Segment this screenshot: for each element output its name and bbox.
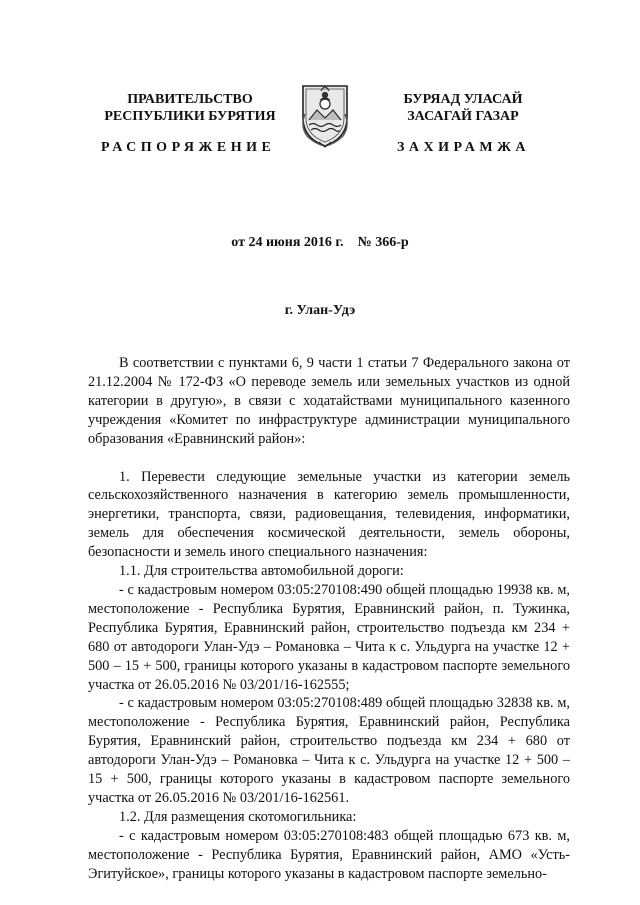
government-name-ru-line2: РЕСПУБЛИКИ БУРЯТИЯ xyxy=(104,109,276,124)
coat-of-arms-buryatia-icon xyxy=(297,80,353,148)
document-type-ru: РАСПОРЯЖЕНИЕ xyxy=(101,140,276,155)
document-body xyxy=(88,354,570,883)
government-name-ru-line1: ПРАВИТЕЛЬСТВО xyxy=(127,92,253,107)
government-name-ru xyxy=(95,91,285,125)
clause-1-1-heading: 1.1. Для строительства автомобильной дороги: xyxy=(119,563,404,580)
document-city: г. Улан-Удэ xyxy=(284,303,356,318)
government-name-bua-line1: БУРЯАД УЛАСАЙ xyxy=(403,92,523,107)
clause-1-2-item-1: - с кадастровым номером 03:05:270108:483 общей площадью 673 кв. м, местоположение - Республика Бурятия, Еравнинский район, АМО «Усть-Эгитуйское», границы которого указаны в кадастровом паспорте земельно- xyxy=(88,827,570,882)
clause-1-2-heading: 1.2. Для размещения скотомогильника: xyxy=(119,808,357,825)
clause-1-1-item-2: - с кадастровым номером 03:05:270108:489 общей площадью 32838 кв. м, местоположение - Республика Бурятия, Еравнинский район, Республика Бурятия, Еравнинский район, строительство подъезда км 234 + 680 от автодороги Улан-Удэ – Романовка – Чита к с. Ульдурга на участке 12 + 500 – 15 + 500, границы которого указаны в кадастровом паспорте земельного участка от 26.05.2016 № 03/201/16-162561. xyxy=(88,695,570,806)
clause-1-paragraph: 1. Перевести следующие земельные участки из категории земель сельскохозяйственного назначения в категорию земель промышленности, энергетики, транспорта, связи, радиовещания, телевидения, информатики, земель для обеспечения космической деятельности, земель обороны, безопасности и земель иного специального назначения: xyxy=(88,468,570,561)
document-date-number: от 24 июня 2016 г. № 366-р xyxy=(231,235,409,250)
preamble-paragraph: В соответствии с пунктами 6, 9 части 1 статьи 7 Федерального закона от 21.12.2004 № 172-ФЗ «О переводе земель или земельных участков из одной категории в другую», в связи с ходатайствами муниципального казенного учреждения «Комитет по инфраструктуре администрации муниципального образования «Еравнинский район»: xyxy=(88,355,570,447)
government-name-bua xyxy=(368,91,558,125)
government-name-bua-line2: ЗАСАГАЙ ГАЗАР xyxy=(407,109,519,124)
document-type-bua: ЗАХИРАМЖА xyxy=(397,140,531,155)
clause-1-1-item-1: - с кадастровым номером 03:05:270108:490 общей площадью 19938 кв. м, местоположение - Республика Бурятия, Еравнинский район, п. Тужинка, Республика Бурятия, Еравнинский район, строительство подъезда км 234 + 680 от автодороги Улан-Удэ – Романовка – Чита к с. Ульдурга на участке 12 + 500 – 15 + 500, границы которого указаны в кадастровом паспорте земельного участка от 26.05.2016 № 03/201/16-162555; xyxy=(88,581,570,693)
